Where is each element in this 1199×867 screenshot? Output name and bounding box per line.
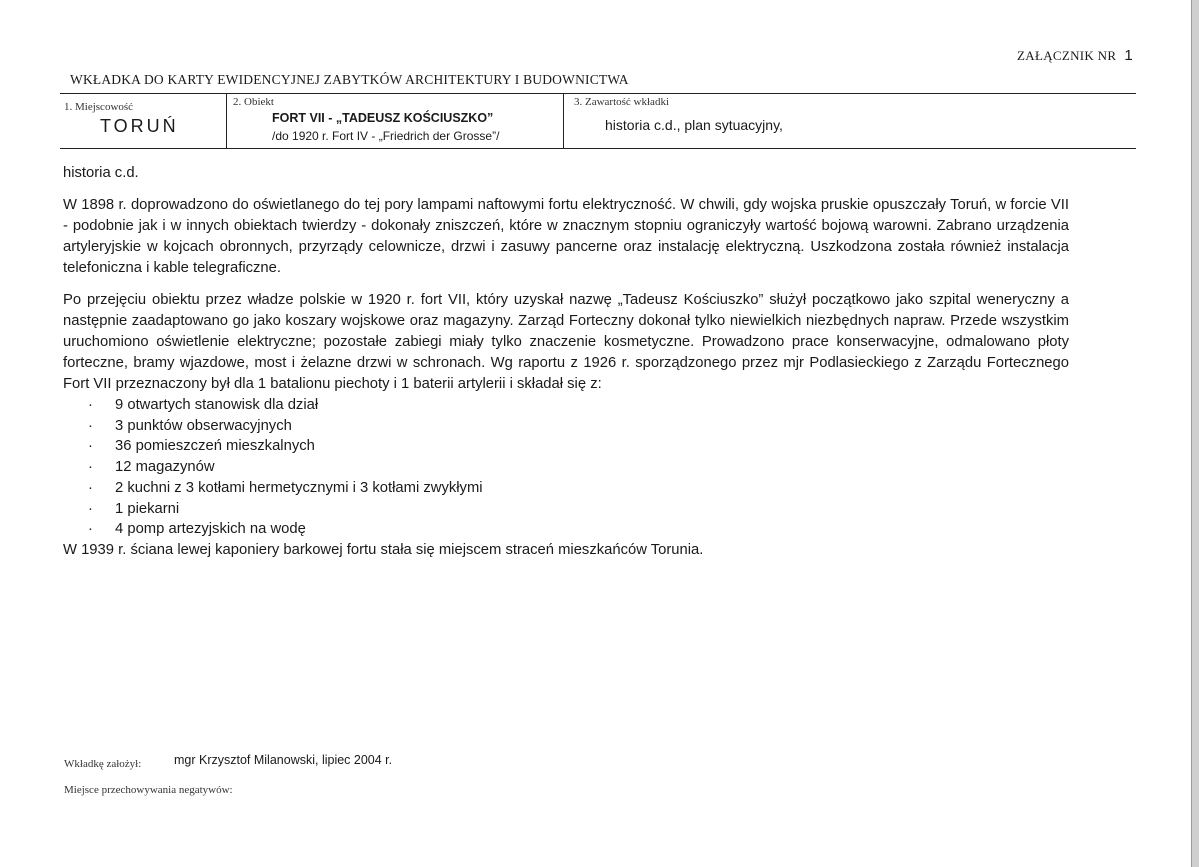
paper-edge (1191, 0, 1199, 867)
header-divider-2 (563, 94, 564, 148)
document-body (63, 163, 1069, 561)
list-item (63, 499, 1069, 520)
list-item (63, 457, 1069, 478)
list-item (63, 416, 1069, 437)
object-name: FORT VII - „TADEUSZ KOŚCIUSZKO” (272, 111, 494, 125)
bullet: · (88, 417, 93, 434)
annex-label: ZAŁĄCZNIK NR (1017, 48, 1117, 63)
list-item-text: 1 piekarni (115, 500, 180, 517)
object-subtitle: /do 1920 r. Fort IV - „Friedrich der Grosse”/ (272, 129, 500, 143)
author-label: Wkładkę założył: (64, 758, 142, 770)
list-item-text: 4 pomp artezyjskich na wodę (115, 521, 306, 538)
annex-value: 1 (1124, 47, 1133, 64)
list-item (63, 519, 1069, 540)
object-label: 2. Obiekt (233, 96, 274, 108)
list-item-text: 3 punktów obserwacyjnych (115, 417, 292, 434)
paragraph: W 1898 r. doprowadzono do oświetlanego do tej pory lampami naftowymi fortu elektryczność. W chwili, gdy wojska pruskie opuszczały Toruń, w forcie VII - podobnie jak i w innych obiektach twierdzy - dokonały zniszczeń, które w znacznym stopniu ograniczyły wartość bojową warowni. Zabrano urządzenia artyleryjskie w kojcach obronnych, przyrządy celownicze, drzwi i zasuwy pancerne oraz instalację elektryczną. Uszkodzona została również instalacja telefoniczna i kable telegraficzne. (63, 197, 1069, 276)
header-rule-bottom (60, 148, 1136, 149)
bullet: · (88, 521, 93, 538)
contents-value: historia c.d., plan sytuacyjny, (605, 117, 783, 133)
paragraph: Po przejęciu obiektu przez władze polskie w 1920 r. fort VII, który uzyskał nazwę „Tadeusz Kościuszko” służył początkowo jako szpital weneryczny a następnie zaadaptowano go jako koszary wojskowe oraz magazyny. Zarząd Forteczny dokonał tylko niewielkich niezbędnych napraw. Przede wszystkim uruchomiono oświetlenie elektryczne; pozostałe zabiegi miały tylko znaczenie kosmetyczne. Prowadzono prace konserwacyjne, odmalowano płoty forteczne, bramy wjazdowe, most i żelazne drzwi w schronach. Wg raportu z 1926 r. sporządzonego przez mjr Podlasieckiego z Zarządu Fortecznego Fort VII przeznaczony był dla 1 batalionu piechoty i 1 baterii artylerii i składał się z: (63, 292, 1069, 392)
list-item-text: 2 kuchni z 3 kotłami hermetycznymi i 3 kotłami zwykłymi (115, 479, 483, 496)
list-item-text: 9 otwartych stanowisk dla dział (115, 397, 319, 413)
header-rule-top (60, 93, 1136, 94)
list-item-text: 36 pomieszczeń mieszkalnych (115, 438, 315, 455)
closing-paragraph: W 1939 r. ściana lewej kaponiery barkowej fortu stała się miejscem straceń mieszkańców Torunia. (63, 541, 704, 558)
header-divider-1 (226, 94, 227, 148)
bullet: · (88, 500, 93, 517)
contents-label: 3. Zawartość wkładki (574, 96, 669, 108)
bullet: · (88, 459, 93, 476)
form-title: WKŁADKA DO KARTY EWIDENCYJNEJ ZABYTKÓW ARCHITEKTURY I BUDOWNICTWA (70, 72, 629, 87)
negatives-location-label: Miejsce przechowywania negatywów: (64, 784, 233, 796)
list-item-text: 12 magazynów (115, 459, 215, 476)
locality-label: 1. Miejscowość (64, 101, 134, 113)
annex-number (1017, 47, 1133, 64)
bullet: · (88, 397, 93, 413)
bullet: · (88, 438, 93, 455)
section-heading: historia c.d. (63, 165, 139, 181)
locality-value: TORUŃ (100, 116, 179, 136)
list-item (63, 436, 1069, 457)
facilities-list (63, 395, 1069, 540)
list-item (63, 478, 1069, 499)
list-item (63, 395, 1069, 416)
author-value: mgr Krzysztof Milanowski, lipiec 2004 r. (174, 753, 393, 767)
bullet: · (88, 479, 93, 496)
